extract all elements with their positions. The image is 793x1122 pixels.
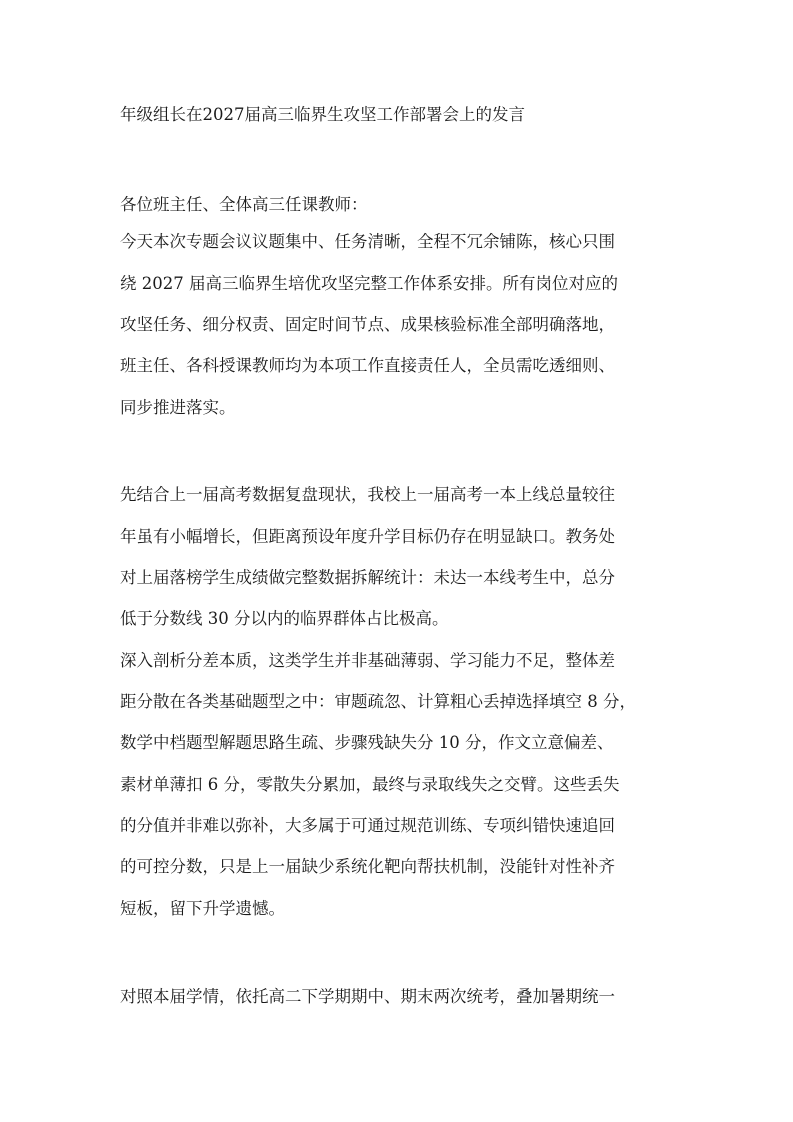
paragraph-line: 素材单薄扣 6 分，零散失分累加，最终与录取线失之交臂。这些丢失 [120,775,620,794]
paragraph-line: 低于分数线 30 分以内的临界群体占比极高。 [120,609,449,628]
paragraph-line: 今天本次专题会议议题集中、任务清晰，全程不冗余铺陈，核心只围 [120,232,615,251]
paragraph-line: 年虽有小幅增长，但距离预设年度升学目标仍存在明显缺口。教务处 [120,527,615,546]
paragraph-line: 先结合上一届高考数据复盘现状，我校上一届高考一本上线总量较往 [120,485,615,504]
paragraph-line: 攻坚任务、细分权责、固定时间节点、成果核验标准全部明确落地， [120,315,615,334]
paragraph-line: 绕 2027 届高三临界生培优攻坚完整工作体系安排。所有岗位对应的 [120,274,618,293]
paragraph-line: 深入剖析分差本质，这类学生并非基础薄弱、学习能力不足，整体差 [120,651,615,670]
paragraph-line: 同步推进落实。 [120,398,236,417]
paragraph-line: 对照本届学情，依托高二下学期期中、期末两次统考，叠加暑期统一 [120,987,615,1006]
paragraph-line: 数学中档题型解题思路生疏、步骤残缺失分 10 分，作文立意偏差、 [120,733,614,752]
paragraph-line: 的可控分数，只是上一届缺少系统化靶向帮扶机制，没能针对性补齐 [120,857,615,876]
salutation: 各位班主任、全体高三任课教师： [120,195,368,214]
paragraph-line: 班主任、各科授课教师均为本项工作直接责任人，全员需吃透细则、 [120,356,615,375]
document-title: 年级组长在2027届高三临界生攻坚工作部署会上的发言 [120,105,525,124]
paragraph-line: 对上届落榜学生成绩做完整数据拆解统计：未达一本线考生中，总分 [120,568,615,587]
paragraph-line: 距分散在各类基础题型之中：审题疏忽、计算粗心丢掉选择填空 8 分， [120,692,636,711]
paragraph-line: 的分值并非难以弥补，大多属于可通过规范训练、专项纠错快速追回 [120,816,615,835]
paragraph-line: 短板，留下升学遗憾。 [120,899,285,918]
